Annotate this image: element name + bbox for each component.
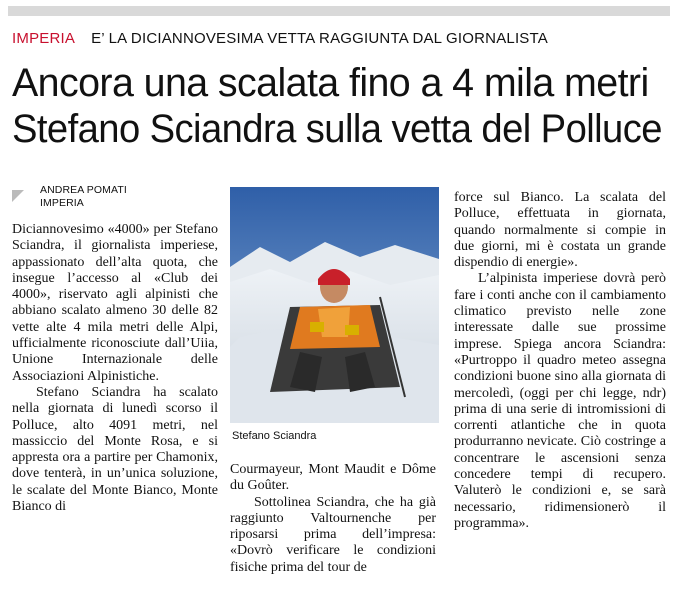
dateline-location: IMPERIA xyxy=(40,197,84,209)
article-photo xyxy=(230,187,439,423)
column-1 xyxy=(12,222,218,515)
top-rule xyxy=(8,6,670,16)
column-2 xyxy=(230,462,436,576)
section-label: IMPERIA xyxy=(12,29,76,47)
paragraph: Courmayeur, Mont Maudit e Dôme du Goûter. xyxy=(230,462,436,494)
headline xyxy=(12,60,672,152)
author-name: ANDREA POMATI xyxy=(40,184,127,196)
climber-photo-image xyxy=(230,187,439,423)
photo-caption: Stefano Sciandra xyxy=(232,430,317,442)
kicker-text: E’ LA DICIANNOVESIMA VETTA RAGGIUNTA DAL GIORNALISTA xyxy=(91,29,548,47)
paragraph: Stefano Sciandra ha scalato nella giornata di lunedì scorso il Polluce, alto 4091 metri, nel massiccio del Monte Rosa, e si appresta ora a partire per Chamonix, dove tenterà, in un’unica soluzione, le scalate del Monte Bianco, Monte Bianco di xyxy=(12,384,218,515)
kicker-line xyxy=(12,26,548,50)
headline-line-1: Ancora una scalata fino a 4 mila metri xyxy=(12,61,649,105)
paragraph: L’alpinista imperiese dovrà però fare i conti anche con il cambiamento climatico previsto nelle zone interessate dalle sue prossime imprese. Spiega ancora Sciandra: «Purtroppo il quadro meteo assegna condizioni buone sino alla giornata di mercoledì, (oggi per chi legge, ndr) prima di una serie di intromissioni di correnti atlantiche che in quota produrranno nevicate. Ciò costringe a concentrare le ascensioni senza concedere tempi di recupero. Valuterò le condizioni e, se sarà necessario, ridimensionerò il programma». xyxy=(454,271,666,531)
byline xyxy=(12,184,127,214)
byline-mark-icon xyxy=(12,184,24,214)
paragraph: Sottolinea Sciandra, che ha già raggiunto Valtournenche per riposarsi prima dell’impresa: «Dovrò verificare le condizioni fisiche prima del tour de xyxy=(230,494,436,575)
headline-line-2: Stefano Sciandra sulla vetta del Polluce xyxy=(12,107,662,151)
paragraph: force sul Bianco. La scalata del Polluce, effettuata in giornata, quando normalmente si compie in due giorni, mi è costata un grande dispendio di energie». xyxy=(454,190,666,271)
column-3 xyxy=(454,190,666,532)
paragraph: Diciannovesimo «4000» per Stefano Sciandra, il giornalista imperiese, appassionato dell’alta quota, che insegue l’accesso al «Club dei 4000», riservato agli alpinisti che abbiano scalato almeno 30 delle 82 vette alte 4 mila metri delle Alpi, ufficialmente riconosciute dall’Uiia, Unione Internazionale delle Associazioni Alpinistiche. xyxy=(12,222,218,384)
